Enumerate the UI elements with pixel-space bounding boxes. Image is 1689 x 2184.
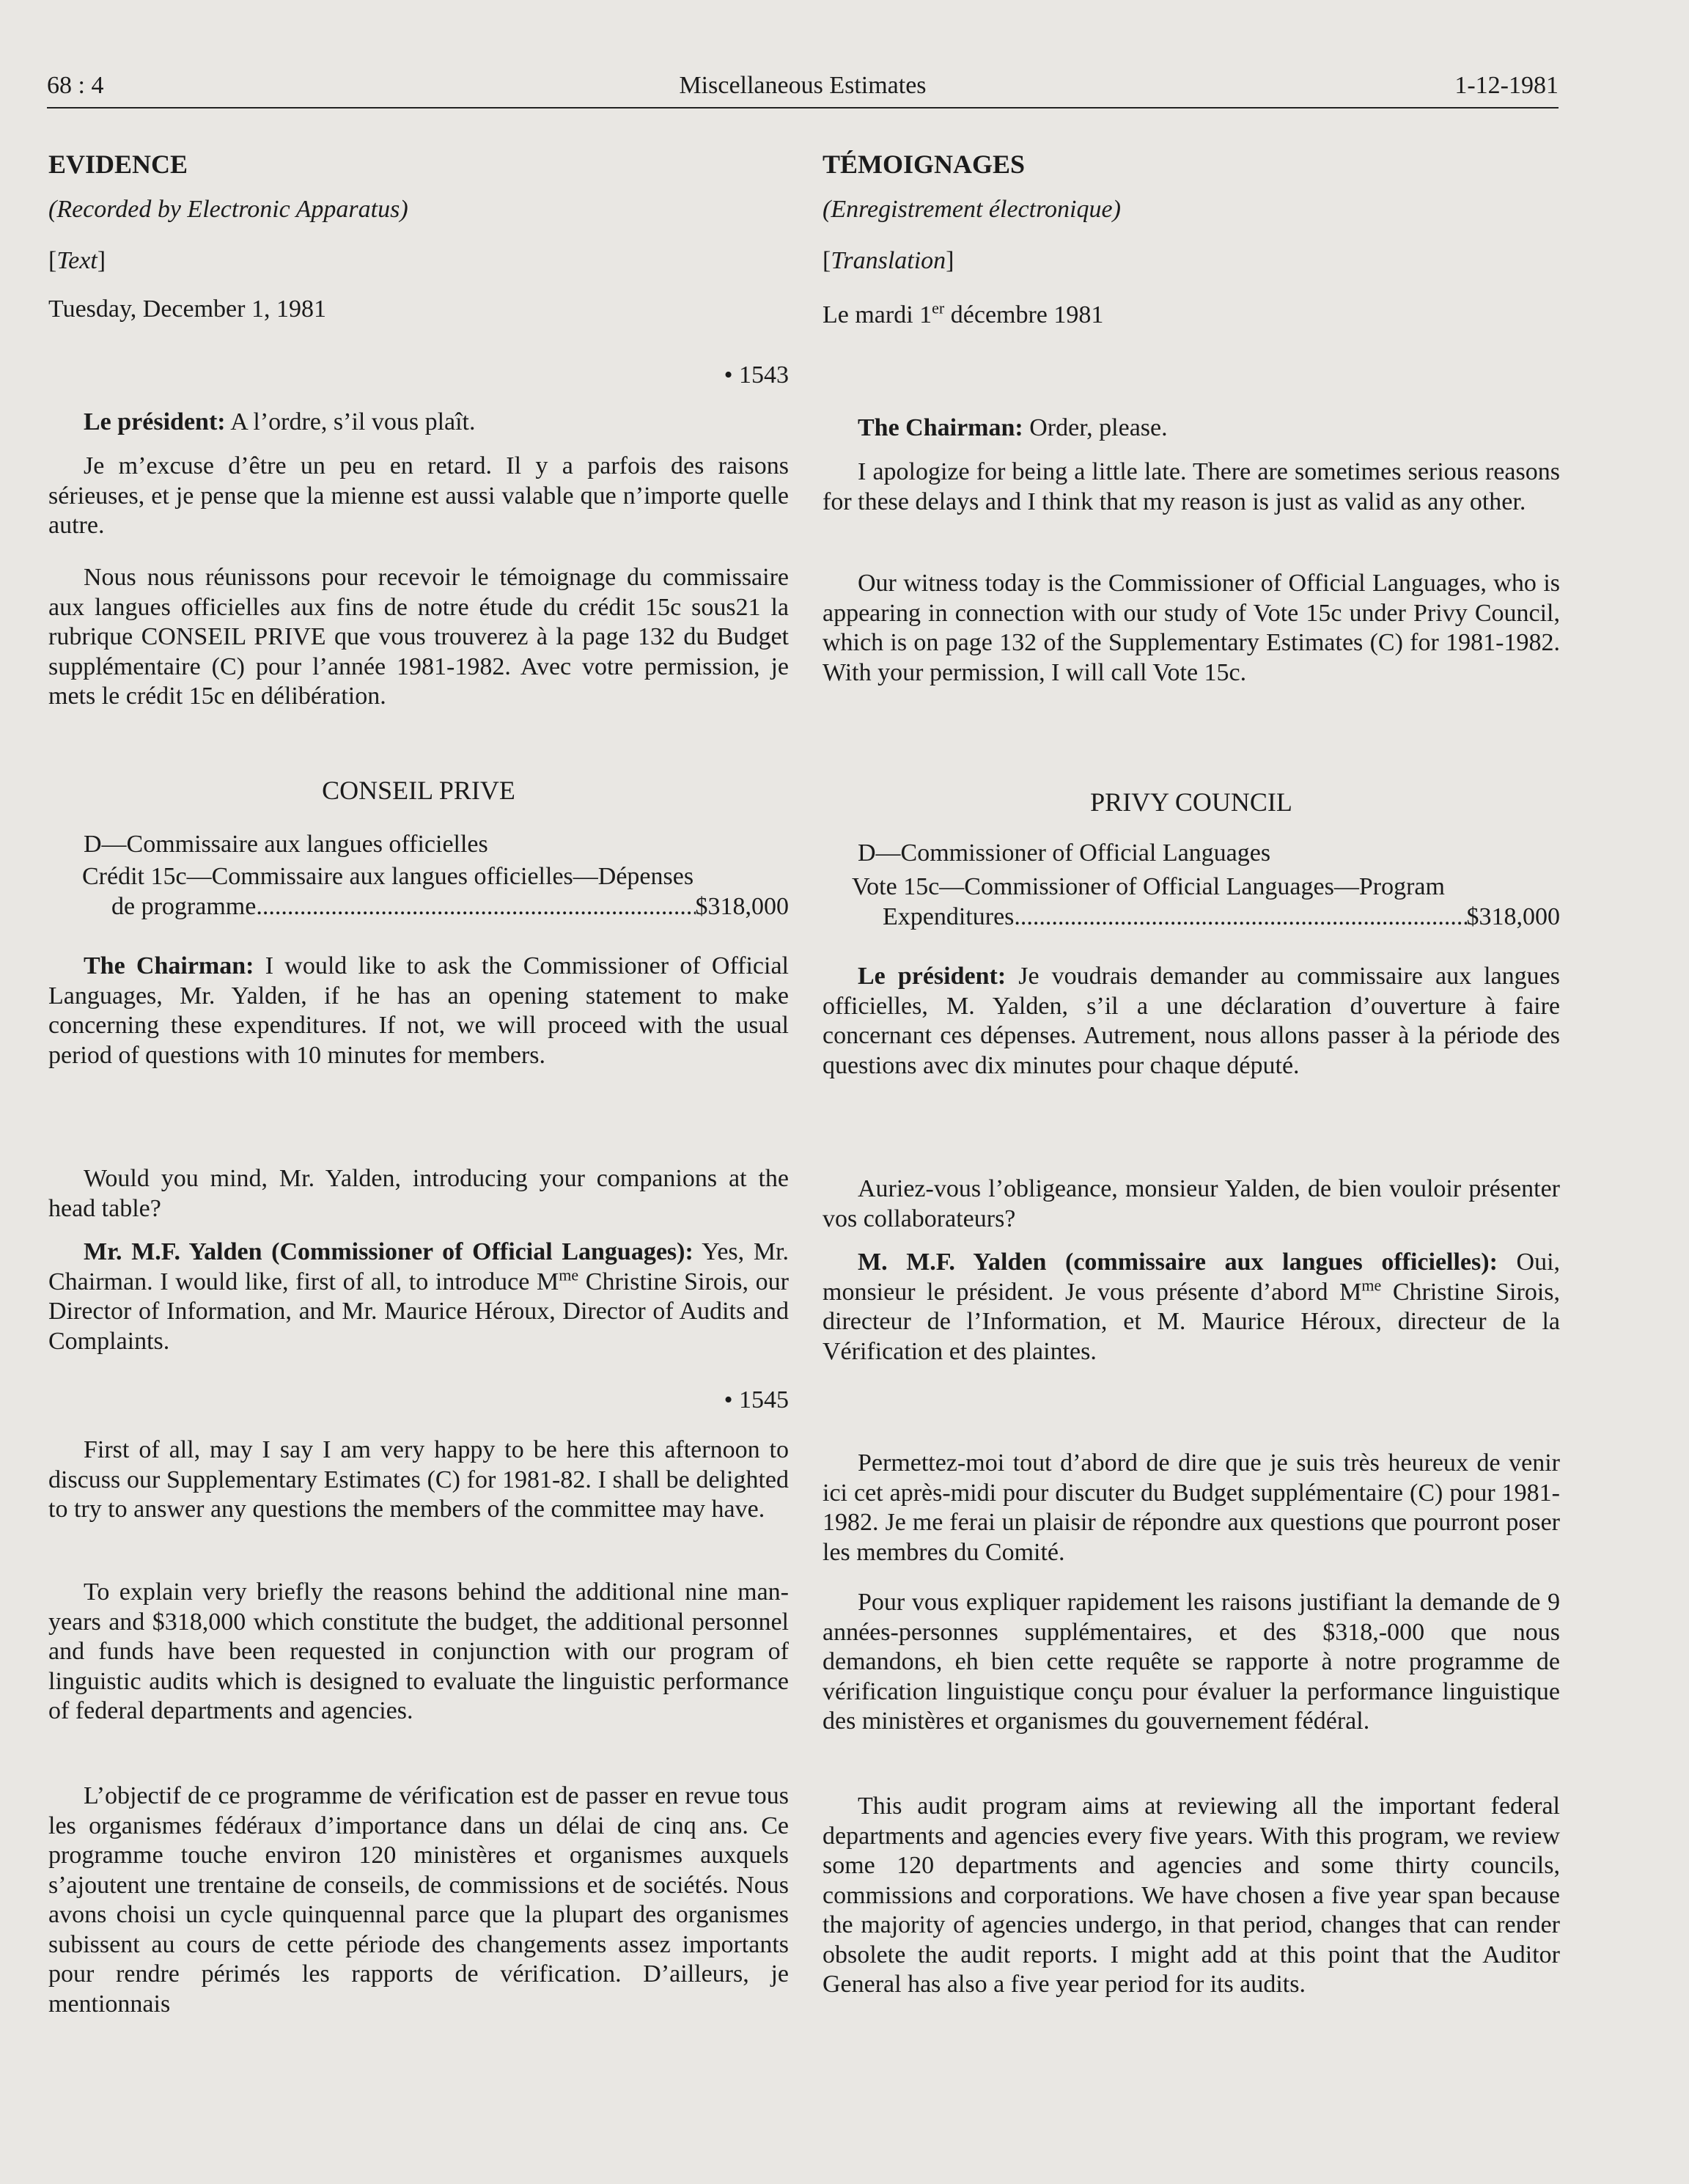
speaker-label: Le président: [84, 408, 226, 435]
vote-entry [823, 872, 1560, 932]
speech-text-a: Yes, Mr. Chairman. I would like, first of all, to introduce M [48, 1238, 790, 1295]
vote-line-2: Expenditures [883, 902, 1015, 930]
paragraph-9: This audit program aims at reviewing all the important federal departments and agencies every five years. With this program, we review some 120 departments and agencies and some thirty councils, commissions and corporations. We have chosen a five year span because the majority of agencies undergo, in that period, changes that can render obsolete the audit reports. I might add at this point that the Auditor General has also a five year period for its audits. [823, 1793, 1560, 1998]
paragraph-5: Auriez-vous l’obligeance, monsieur Yalden, de bien vouloir présenter vos collaborateurs? [823, 1175, 1560, 1232]
header-rule [47, 107, 1559, 109]
page-header [47, 72, 1559, 107]
vote-amount: $318,000 [695, 892, 789, 920]
speaker-label: M. M.F. Yalden (commissaire aux langues officielles): [858, 1249, 1498, 1276]
time-stamp-1545: • 1545 [724, 1386, 789, 1413]
paragraph-4 [823, 962, 1560, 1081]
paragraph-9: L’objectif de ce programme de vérification est de passer en revue tous les organismes fédéraux d’importance dans un délai de cinq ans. Ce programme touche environ 120 ministères et organismes auxquels s’ajoutent une trentaine de conseils, de commissions et de sociétés. Nous avons choisi un cycle quinquennal parce que la plupart des organismes subissent au cours de cette période des changements assez importants pour rendre périmés les rapports de vérification. D’ailleurs, je mentionnais [48, 1782, 789, 2018]
paragraph-8: Pour vous expliquer rapidement les raisons justifiant la demande de 9 années-personnes supplémentaires, et des $318,-000 que nous demandons, eh bien cette requête se rapporte à notre programme de vérification linguistique conçu pour évaluer la performance linguistique des ministères et organismes du gouvernement fédéral. [823, 1589, 1560, 1735]
paragraph-1 [48, 408, 789, 438]
speaker-label: The Chairman: [858, 414, 1023, 441]
speech-text: A l’ordre, s’il vous plaît. [225, 408, 476, 435]
recorded-note: (Enregistrement électronique) [823, 196, 1121, 223]
paragraph-6 [823, 1248, 1560, 1367]
recorded-note: (Recorded by Electronic Apparatus) [48, 196, 408, 223]
vote-amount: $318,000 [1466, 902, 1560, 930]
time-stamp-1543: • 1543 [724, 361, 789, 389]
running-title: Miscellaneous Estimates [679, 72, 927, 99]
date-part: décembre 1981 [944, 301, 1104, 328]
paragraph-5: Would you mind, Mr. Yalden, introducing your companions at the head table? [48, 1165, 789, 1222]
vote-line-2: de programme [111, 892, 257, 920]
speech-text: Je voudrais demander au commissaire aux langues officielles, M. Yalden, s’il a une déclaration d’ouverture à faire concernant ces dépenses. Autrement, nous allons passer à la période des questions avec dix minutes pour chaque député. [823, 963, 1561, 1079]
speech-text: I would like to ask the Commissioner of Official Languages, Mr. Yalden, if he has an opening statement to make concerning these expenditures. If not, we will proceed with the usual period of questions with 10 minutes for members. [48, 952, 789, 1069]
section-heading: CONSEIL PRIVE [322, 776, 515, 805]
vote-line-1: Vote 15c—Commissioner of Official Languages—Program [852, 873, 1445, 900]
paragraph-3: Nous nous réunissons pour recevoir le témoignage du commissaire aux langues officielles aux fins de notre étude du crédit 15c sous21 la rubrique CONSEIL PRIVE que vous trouverez à la page 132 du Budget supplémentaire (C) pour l’année 1981-1982. Avec votre permission, je mets le crédit 15c en délibération. [48, 564, 789, 710]
temoignages-heading: TÉMOIGNAGES [823, 150, 1026, 179]
vote-entry [48, 862, 789, 922]
leader-dots [1014, 902, 1466, 933]
paragraph-6 [48, 1238, 789, 1356]
translation-label: [Translation] [823, 247, 954, 274]
speech-text-a: Oui, monsieur le président. Je vous présente d’abord M [823, 1249, 1561, 1306]
paragraph-2: Je m’excuse d’être un peu en retard. Il y a parfois des raisons sérieuses, et je pense que la mienne est aussi valable que n’importe quelle autre. [48, 452, 789, 539]
paragraph-2: I apologize for being a little late. There are sometimes serious reasons for these delays and I think that my reason is just as valid as any other. [823, 458, 1560, 515]
speech-text-b: Christine Sirois, our Director of Information, and Mr. Maurice Héroux, Director of Audits and Complaints. [48, 1268, 790, 1355]
speech-text-b: Christine Sirois, directeur de l’Information, et M. Maurice Héroux, directeur de la Vérification et des plaintes. [823, 1278, 1560, 1365]
text-label: [Text] [48, 247, 106, 274]
paragraph-1 [823, 413, 1560, 444]
page-number: 68 : 4 [47, 72, 104, 99]
leader-dots [256, 892, 695, 922]
department-line: D—Commissaire aux langues officielles [84, 831, 488, 858]
paragraph-7: Permettez-moi tout d’abord de dire que je suis très heureux de venir ici cet après-midi pour discuter du Budget supplémentaire (C) pour 1981-1982. Je me ferai un plaisir de répondre aux questions que pourront poser les membres du Comité. [823, 1449, 1560, 1566]
paragraph-3: Our witness today is the Commissioner of Official Languages, who is appearing in connection with our study of Vote 15c under Privy Council, which is on page 132 of the Supplementary Estimates (C) for 1981-1982. With your permission, I will call Vote 15c. [823, 570, 1560, 686]
speaker-label: Le président: [858, 963, 1007, 990]
paragraph-7: First of all, may I say I am very happy to be here this afternoon to discuss our Supplementary Estimates (C) for 1981-82. I shall be delighted to try to answer any questions the members of the committee may have. [48, 1436, 789, 1523]
superscript: me [1361, 1276, 1382, 1295]
sitting-date [823, 298, 1560, 331]
speaker-label: Mr. M.F. Yalden (Commissioner of Official Languages): [84, 1238, 693, 1265]
header-date: 1-12-1981 [1454, 72, 1559, 99]
superscript: er [932, 298, 945, 317]
paragraph-4 [48, 952, 789, 1070]
section-heading: PRIVY COUNCIL [1090, 787, 1292, 817]
evidence-heading: EVIDENCE [48, 150, 188, 179]
vote-line-1: Crédit 15c—Commissaire aux langues officielles—Dépenses [82, 863, 694, 890]
date-part: Le mardi 1 [823, 301, 932, 328]
sitting-date: Tuesday, December 1, 1981 [48, 295, 326, 323]
speech-text: Order, please. [1023, 414, 1168, 441]
department-line: D—Commissioner of Official Languages [858, 839, 1271, 867]
speaker-label: The Chairman: [84, 952, 254, 979]
paragraph-8: To explain very briefly the reasons behind the additional nine man-years and $318,000 which constitute the budget, the additional personnel and funds have been requested in conjunction with our program of linguistic audits which is designed to evaluate the linguistic performance of federal departments and agencies. [48, 1578, 789, 1724]
superscript: me [559, 1265, 579, 1284]
